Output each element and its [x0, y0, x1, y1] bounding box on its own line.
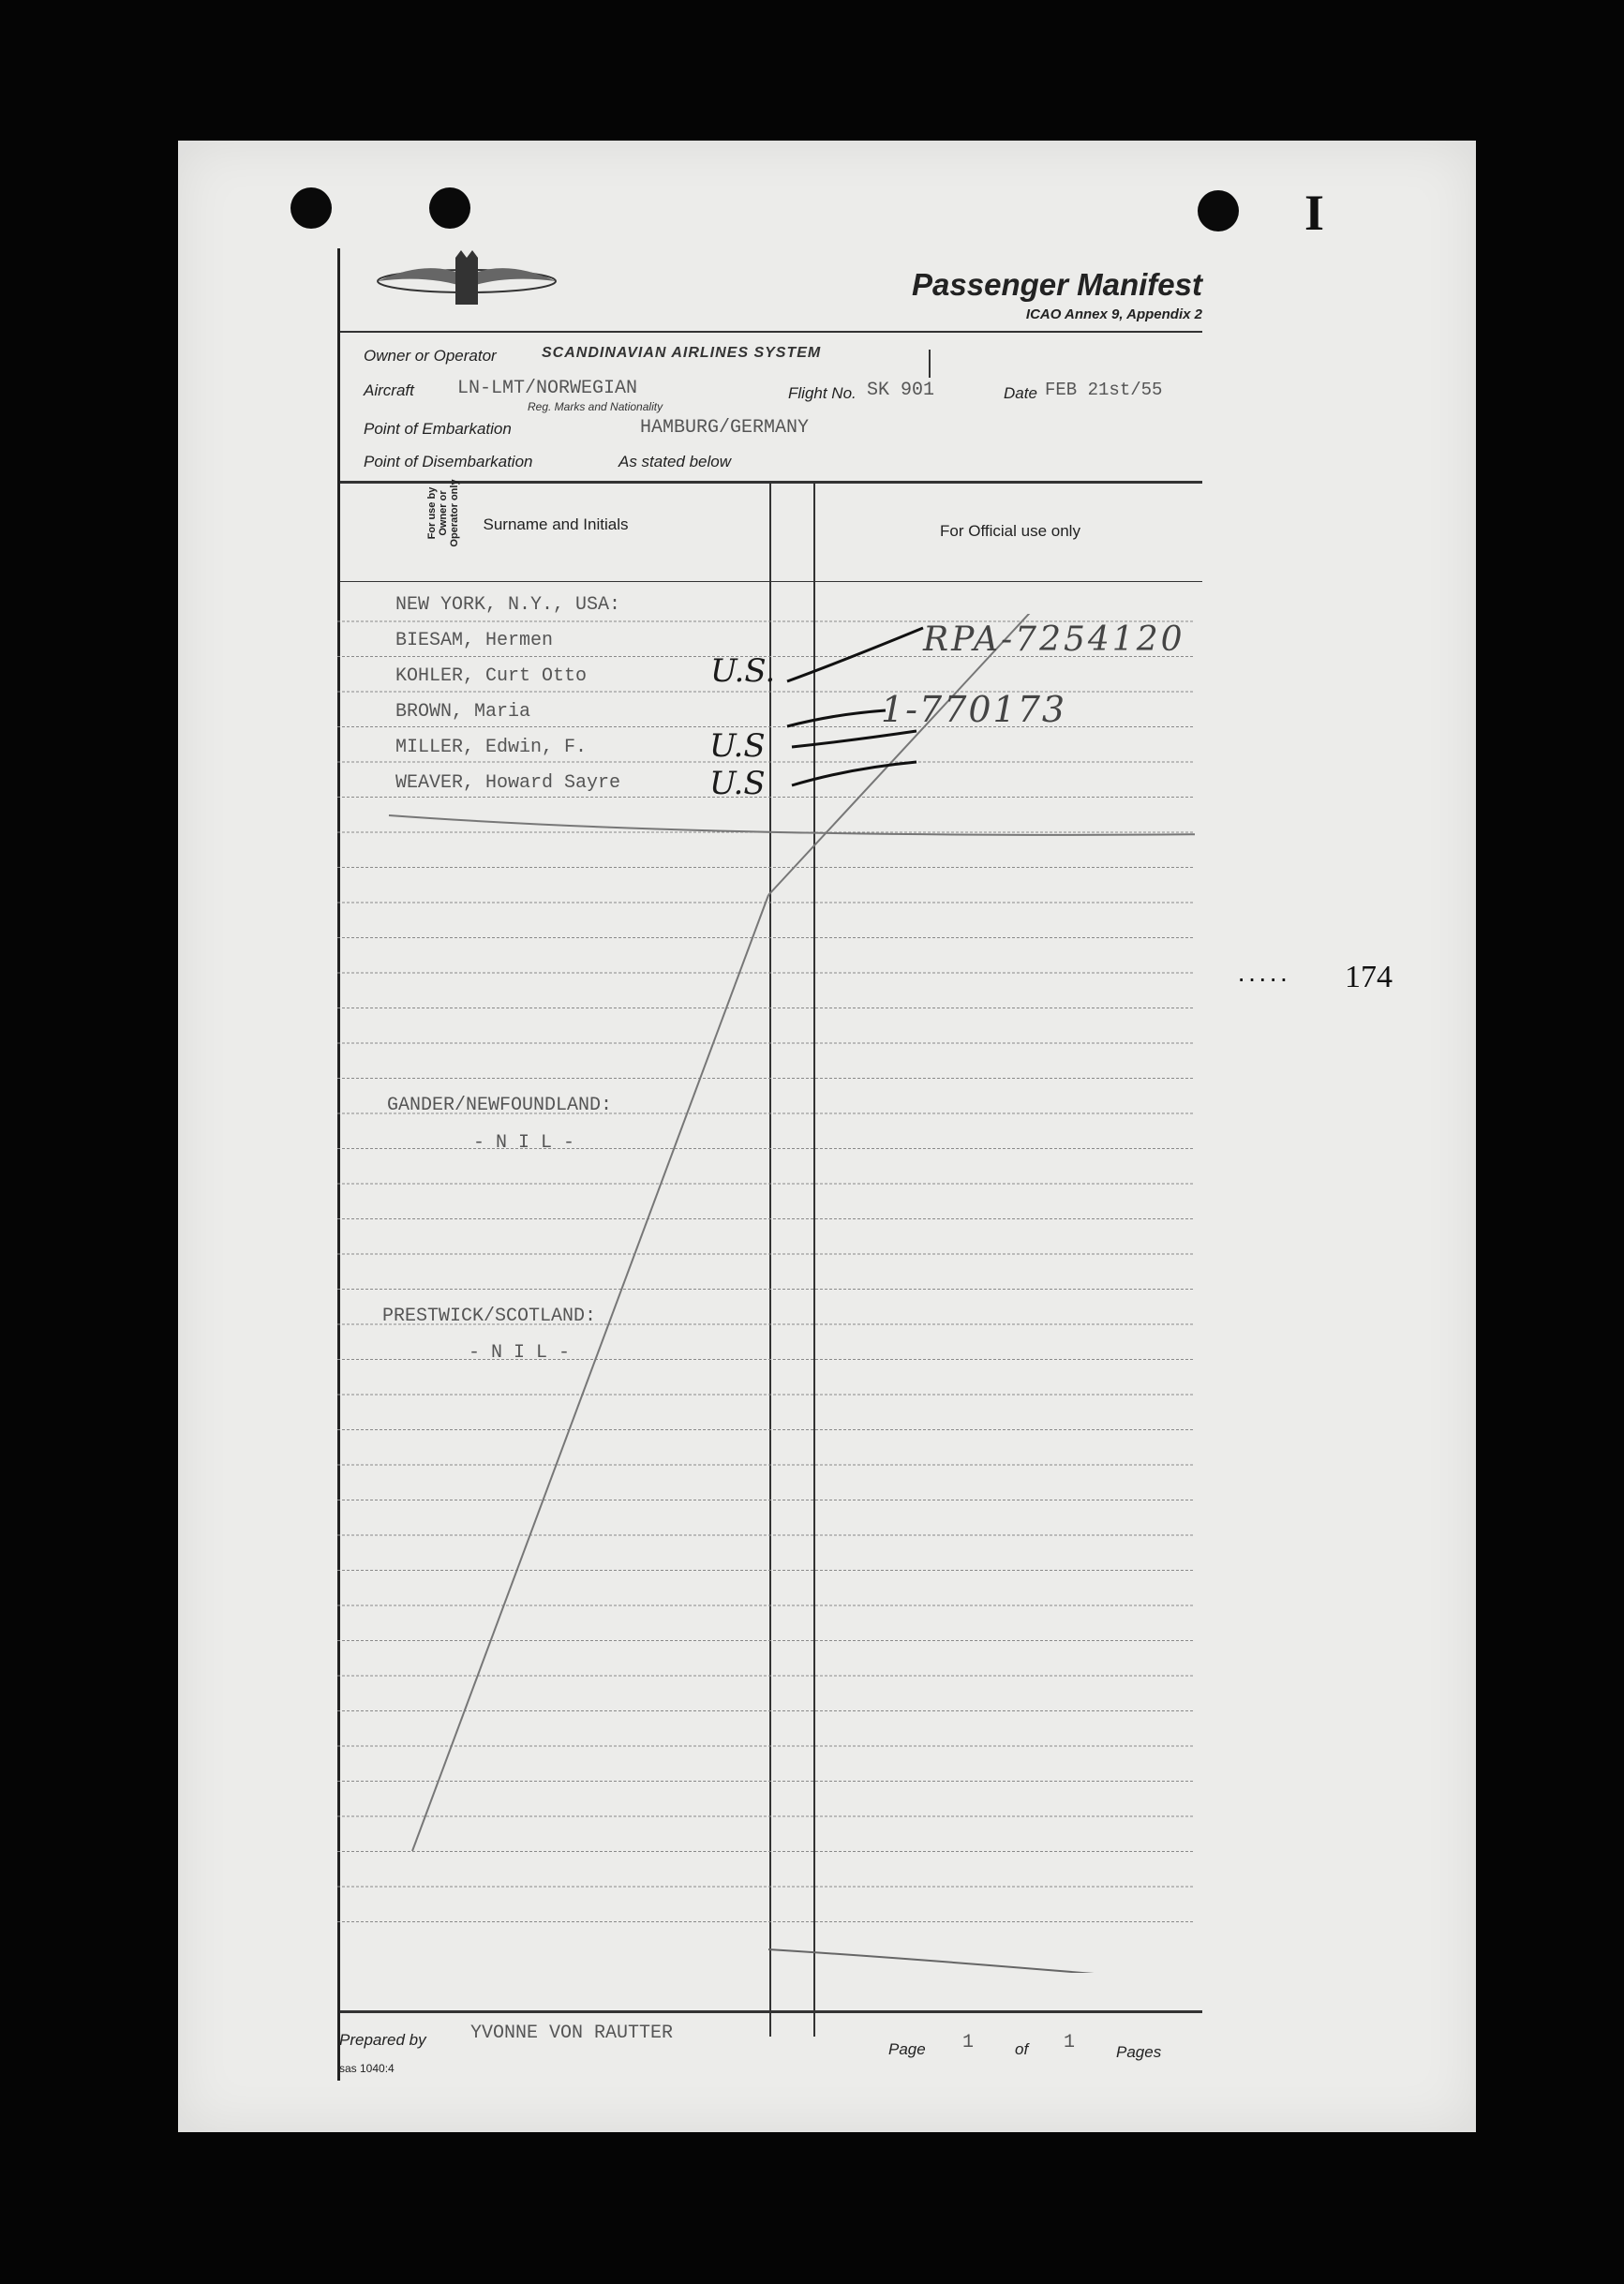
prepared-label: Prepared by — [339, 2031, 426, 2049]
handwritten-note: 1-770173 — [881, 689, 1067, 730]
prepared-value: YVONNE VON RAUTTER — [470, 2023, 674, 2044]
handwritten-mark: U.S — [709, 765, 766, 802]
divider — [340, 481, 1202, 484]
divider — [929, 350, 931, 378]
list-item: BIESAM, Hermen — [395, 630, 554, 651]
handwritten-mark: U.S. — [710, 652, 776, 690]
list-item: MILLER, Edwin, F. — [395, 737, 588, 758]
list-item: BROWN, Maria — [395, 701, 531, 723]
section-value: - N I L - — [469, 1342, 571, 1364]
flight-value: SK 901 — [867, 380, 935, 401]
margin-dots: ····· — [1237, 963, 1290, 993]
flight-label: Flight No. — [788, 384, 857, 402]
aircraft-row — [364, 381, 414, 400]
list-item: KOHLER, Curt Otto — [395, 665, 588, 687]
handwritten-mark: U.S — [709, 727, 766, 765]
section-value: - N I L - — [473, 1132, 575, 1154]
pages-label: Pages — [1116, 2043, 1162, 2061]
divider — [340, 331, 1202, 333]
disembark-value: As stated below — [618, 453, 732, 470]
aircraft-label: Aircraft — [364, 381, 414, 399]
punch-hole — [429, 187, 470, 229]
page-label: Page — [888, 2040, 926, 2058]
date-label: Date — [1004, 384, 1037, 402]
embark-value: HAMBURG/GERMANY — [640, 417, 810, 439]
punch-hole — [291, 187, 332, 229]
list-item: WEAVER, Howard Sayre — [395, 772, 621, 794]
page-value: 1 — [962, 2032, 975, 2053]
aircraft-caption: Reg. Marks and Nationality — [528, 400, 663, 413]
column-header-surname: Surname and Initials — [483, 515, 629, 533]
margin-number: 174 — [1345, 960, 1393, 994]
of-label: of — [1015, 2040, 1029, 2058]
owner-label: Owner or Operator — [364, 347, 497, 365]
owner-value: SCANDINAVIAN AIRLINES SYSTEM — [542, 345, 822, 361]
disembark-label: Point of Disembarkation — [364, 453, 533, 470]
list-item: NEW YORK, N.Y., USA: — [395, 594, 621, 616]
date-value: FEB 21st/55 — [1045, 380, 1163, 400]
section-place: GANDER/NEWFOUNDLAND: — [387, 1095, 613, 1116]
form-title: Passenger Manifest — [912, 267, 1202, 302]
divider — [340, 2010, 1202, 2013]
of-value: 1 — [1064, 2032, 1076, 2053]
owner-row — [364, 347, 497, 366]
aircraft-value: LN-LMT/NORWEGIAN — [457, 378, 638, 399]
handwritten-note: RPA-7254120 — [923, 620, 1185, 659]
embark-label: Point of Embarkation — [364, 420, 512, 438]
form-subtitle: ICAO Annex 9, Appendix 2 — [1025, 306, 1202, 322]
punch-hole — [1198, 190, 1239, 231]
section-place: PRESTWICK/SCOTLAND: — [382, 1306, 597, 1327]
ruled-lines — [337, 614, 1195, 1973]
form-code: sas 1040:4 — [339, 2062, 395, 2075]
column-header-operator: For use by Owner or Operator only — [426, 479, 460, 547]
column-header-official: For Official use only — [940, 522, 1080, 540]
divider — [340, 581, 1202, 582]
winged-logo-icon — [373, 248, 560, 314]
sheet-marker: I — [1304, 185, 1321, 241]
